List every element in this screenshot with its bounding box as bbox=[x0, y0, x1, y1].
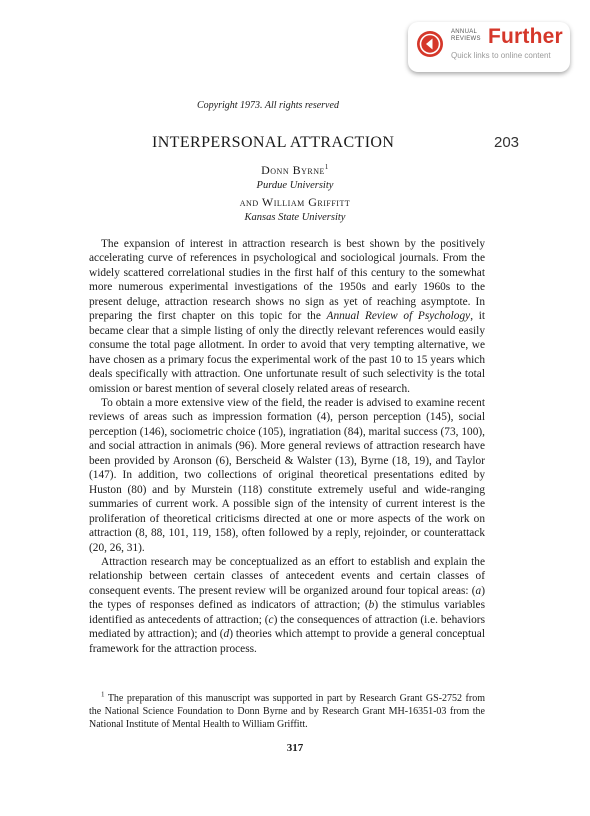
folio-page-number: 317 bbox=[286, 742, 304, 754]
page-number: 203 bbox=[494, 134, 520, 151]
paragraph-3: Attraction research may be conceptualized as an effort to establish and explain the relationship between certain classes of antecedent events and certain classes of consequent events. The present review will be organized around four topical areas: (a) the types of responses defined as indicators of attraction; (b) the stimulus variables identified as antecedents of attraction; (c) the consequences of attraction (i.e. behaviors mediated by attraction); and (d) theories which attempt to provide a general conceptual framework for the attraction process. bbox=[89, 555, 485, 655]
article-title: INTERPERSONAL ATTRACTION bbox=[152, 134, 395, 151]
footnote: $^1$ The preparation of this manuscript was supported in part by Research Grant GS-2752 from the National Science Foundation to Donn Byrne and by Research Grant MH-16351-03 from the National Institute of Mental Health to William Griffitt. bbox=[89, 690, 485, 731]
article-body bbox=[89, 237, 485, 656]
paragraph-2: To obtain a more extensive view of the field, the reader is advised to examine recent reviews of areas such as impression formation (4), person perception (145), social perception (146), sociometric choice (105), ingratiation (84), marital success (73, 100), and social attraction in animals (96). More general reviews of attraction research have been provided by Aronson (6), Berscheid & Walster (13), Byrne (18, 19), and Taylor (147). In addition, two collections of original theoretical presentations edited by Huston (80) and by Murstein (118) constitute extremely useful and wide-ranging summaries of current work. A possible sign of the intensity of current interest is the proliferation of theoretical criticisms directed at one or more aspects of the work on attraction (8, 88, 101, 119, 158), often followed by a reply, rejoinder, or counterattack (20, 26, 31). bbox=[89, 396, 485, 554]
paragraph-1: The expansion of interest in attraction research is best shown by the positively accelerating curve of references in psychological and sociological journals. From the widely scattered correlational studies in the first half of this century to the somewhat more numerous experimental investigations of the 1950s and early 1960s to the present deluge, attraction research shows no sign as yet of reaching asymptote. In preparing the first chapter on this topic for the Annual Review of Psychology, it became clear that a simple listing of only the directly relevant references would easily consume the total page allotment. In order to avoid that very tempting alternative, we have chosen as a primary focus the experimental work of the past 10 to 15 years which deals specifically with attraction. One unfortunate result of such selectivity is the total omission or barest mention of several closely related areas of research. bbox=[89, 238, 485, 395]
further-badge-link[interactable] bbox=[408, 22, 570, 72]
footnote-marker: 1 bbox=[324, 163, 329, 171]
affiliation-2: Kansas State University bbox=[244, 212, 346, 223]
badge-subtitle: Quick links to online content bbox=[451, 51, 551, 60]
affiliation-1: Purdue University bbox=[256, 180, 334, 191]
badge-further-label: Further bbox=[488, 25, 563, 48]
badge-publisher-name: ANNUAL REVIEWS bbox=[451, 29, 481, 42]
copyright-notice: Copyright 1973. All rights reserved bbox=[197, 100, 339, 111]
footnote-number: 1 bbox=[101, 690, 105, 699]
author-2: and William Griffitt bbox=[239, 195, 351, 209]
annual-reviews-logo-icon bbox=[416, 30, 444, 58]
author-1: Donn Byrne$^1$ bbox=[261, 163, 329, 177]
journal-name: Annual Review of Psychology bbox=[326, 310, 471, 323]
